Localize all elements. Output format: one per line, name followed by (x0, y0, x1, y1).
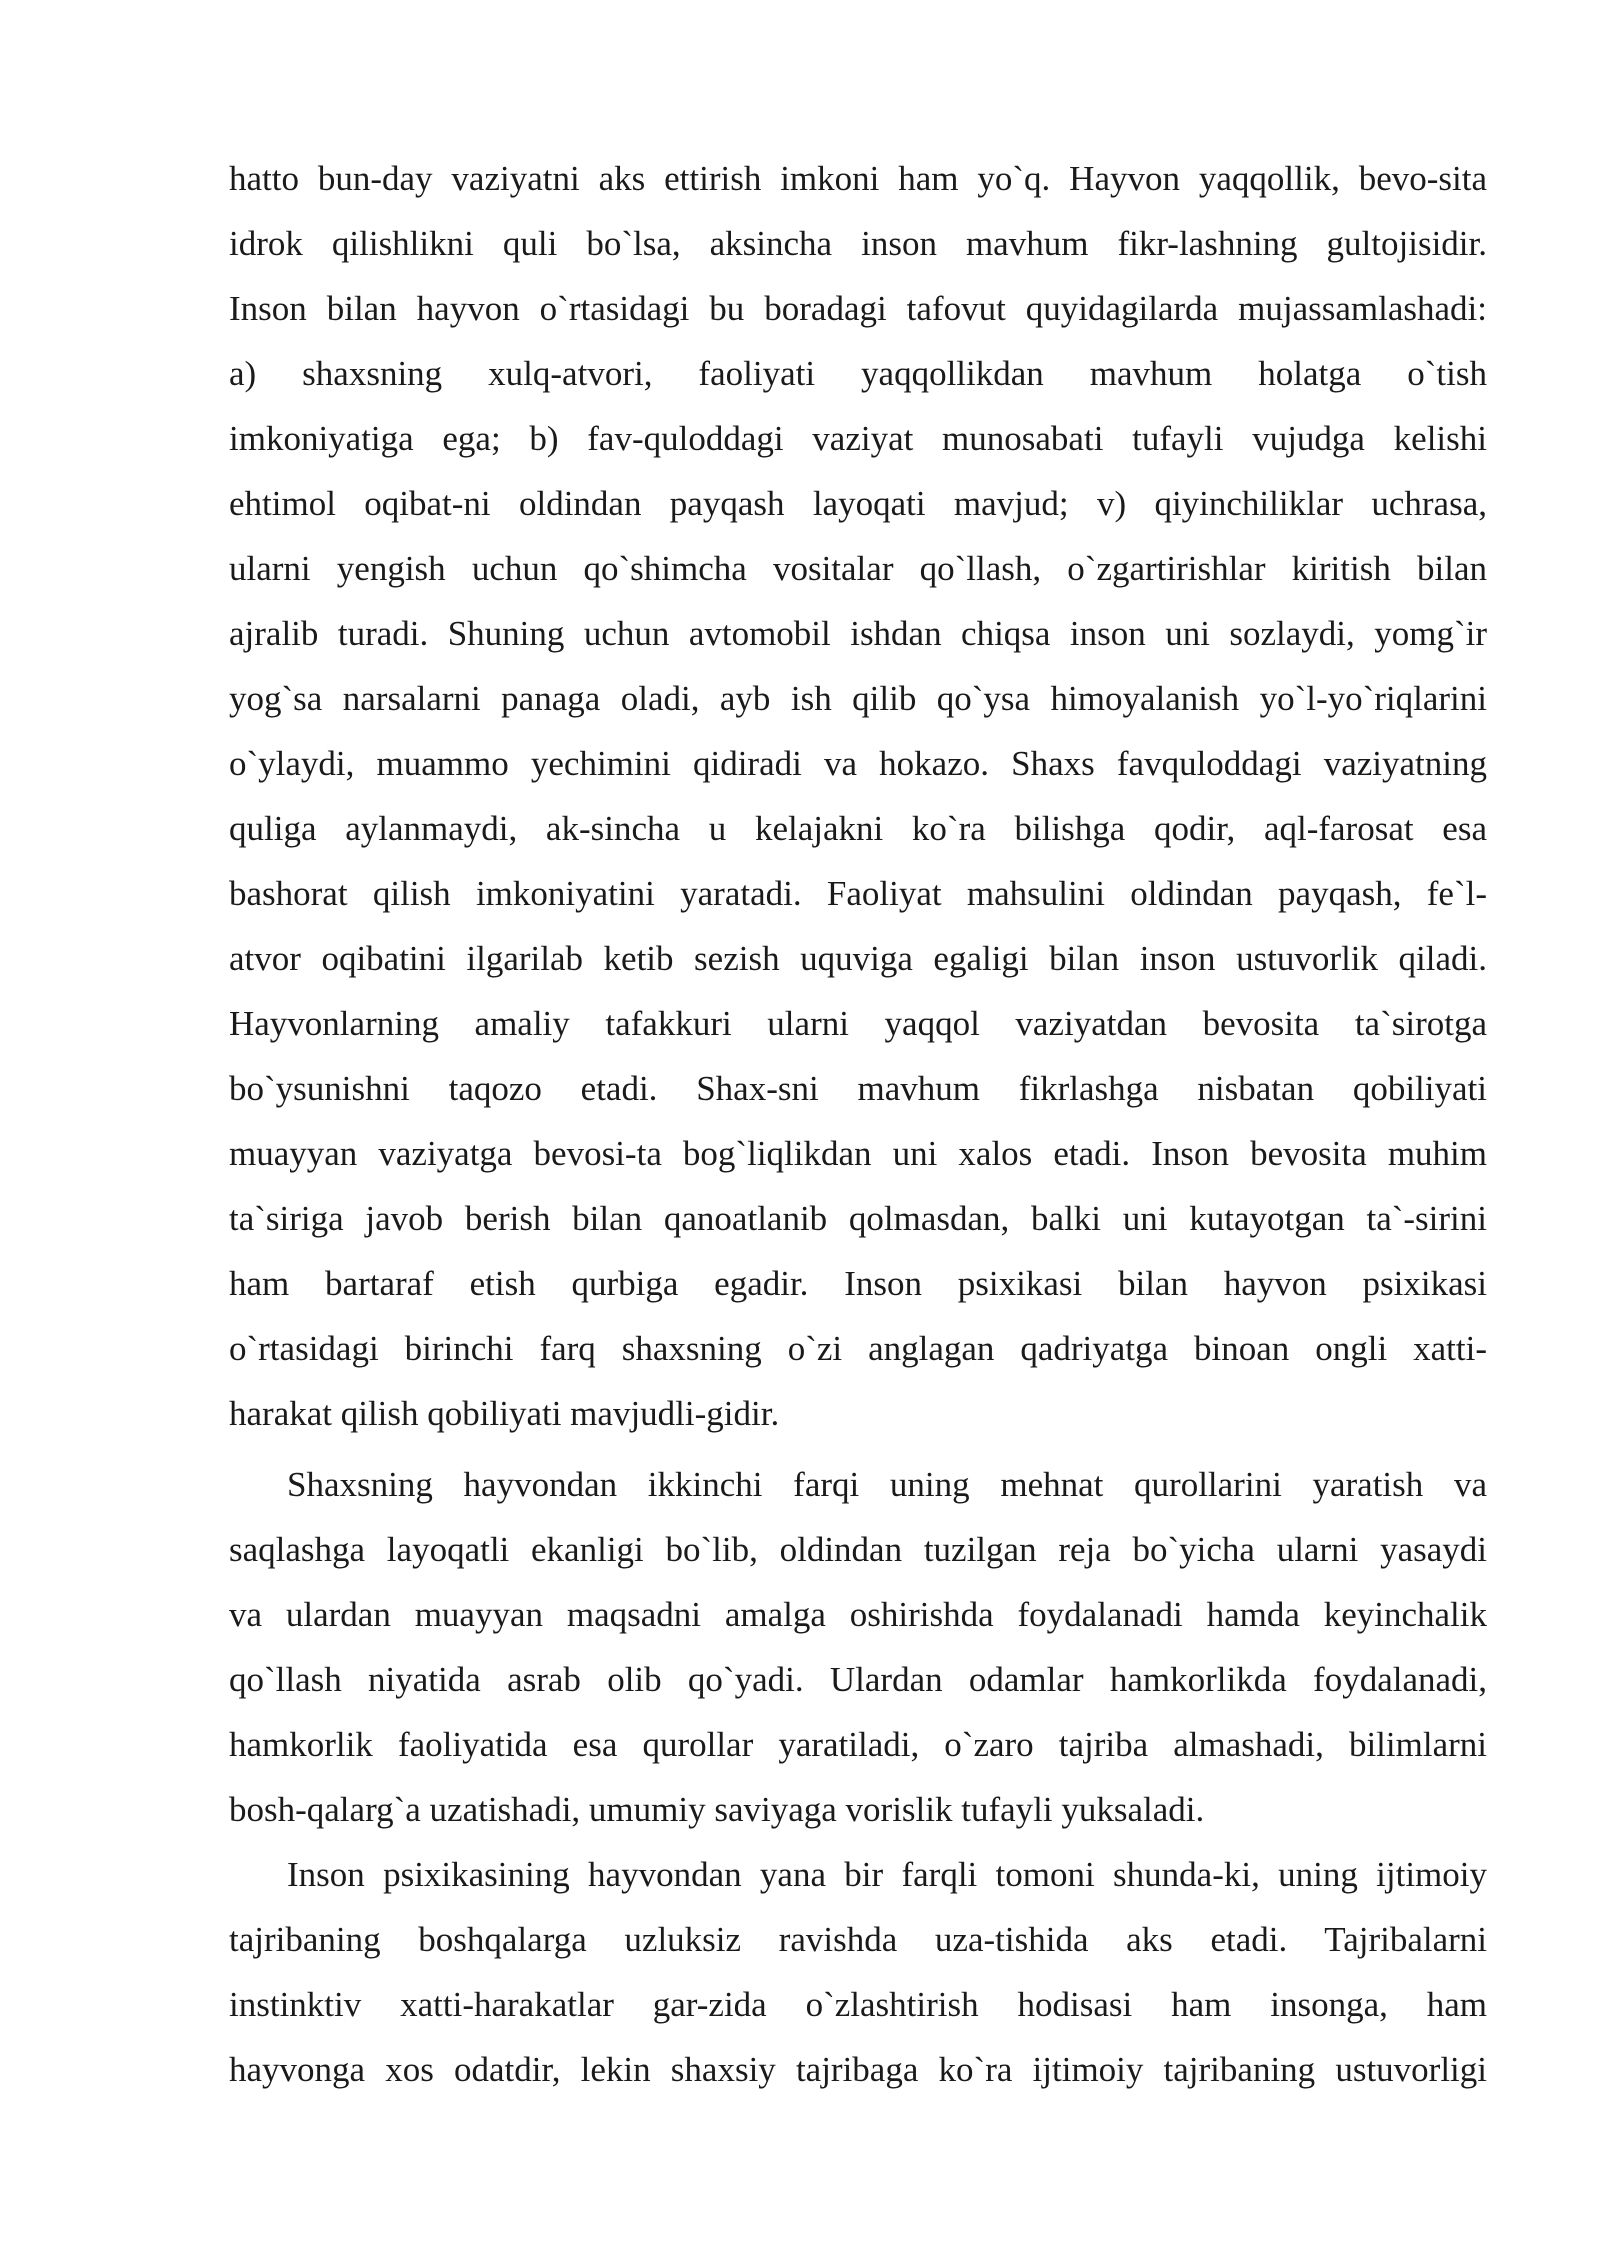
text-line: hatto bun-day vaziyatni aks ettirish imkoni ham yo`q. Hayvon yaqqollik, bevo-sita (229, 159, 1487, 198)
text-line: Hayvonlarning amaliy tafakkuri ularni yaqqol vaziyatdan bevosita ta`sirotga (229, 1004, 1487, 1043)
text-line: ularni yengish uchun qo`shimcha vositalar qo`llash, o`zgartirishlar kiritish bilan (229, 549, 1487, 588)
text-line: hayvonga xos odatdir, lekin shaxsiy tajribaga ko`ra ijtimoiy tajribaning ustuvorligi (229, 2050, 1487, 2089)
text-line: ta`siriga javob berish bilan qanoatlanib qolmasdan, balki uni kutayotgan ta`-sirini (229, 1199, 1487, 1238)
text-line: saqlashga layoqatli ekanligi bo`lib, oldindan tuzilgan reja bo`yicha ularni yasaydi (229, 1530, 1487, 1569)
text-line: Shaxsning hayvondan ikkinchi farqi uning mehnat qurollarini yaratish va (287, 1465, 1487, 1504)
paragraph-1 (229, 146, 1487, 1446)
paragraph-2 (229, 1452, 1487, 1842)
text-line: imkoniyatiga ega; b) fav-quloddagi vaziyat munosabati tufayli vujudga kelishi (229, 419, 1487, 458)
text-line: tajribaning boshqalarga uzluksiz ravishda uza-tishida aks etadi. Tajribalarni (229, 1920, 1487, 1959)
text-line: harakat qilish qobiliyati mavjudli-gidir. (229, 1394, 780, 1433)
text-line: bashorat qilish imkoniyatini yaratadi. Faoliyat mahsulini oldindan payqash, fe`l- (229, 874, 1487, 913)
text-line: ajralib turadi. Shuning uchun avtomobil ishdan chiqsa inson uni sozlaydi, yomg`ir (229, 614, 1487, 653)
text-line: va ulardan muayyan maqsadni amalga oshirishda foydalanadi hamda keyinchalik (229, 1595, 1487, 1634)
text-line: bosh-qalarg`a uzatishadi, umumiy saviyaga vorislik tufayli yuksaladi. (229, 1790, 1205, 1829)
text-line: quliga aylanmaydi, ak-sincha u kelajakni ko`ra bilishga qodir, aql-farosat esa (229, 809, 1487, 848)
text-line: bo`ysunishni taqozo etadi. Shax-sni mavhum fikrlashga nisbatan qobiliyati (229, 1069, 1487, 1108)
text-line: Inson psixikasining hayvondan yana bir farqli tomoni shunda-ki, uning ijtimoiy (287, 1855, 1487, 1894)
text-line: idrok qilishlikni quli bo`lsa, aksincha inson mavhum fikr-lashning gultojisidir. (229, 224, 1487, 263)
text-line: instinktiv xatti-harakatlar gar-zida o`zlashtirish hodisasi ham insonga, ham (229, 1985, 1487, 2024)
text-line: hamkorlik faoliyatida esa qurollar yaratiladi, o`zaro tajriba almashadi, bilimlarni (229, 1725, 1487, 1764)
text-line: o`ylaydi, muammo yechimini qidiradi va hokazo. Shaxs favquloddagi vaziyatning (229, 744, 1487, 783)
text-line: ehtimol oqibat-ni oldindan payqash layoqati mavjud; v) qiyinchiliklar uchrasa, (229, 484, 1487, 523)
text-line: Inson bilan hayvon o`rtasidagi bu boradagi tafovut quyidagilarda mujassamlashadi: (229, 289, 1487, 328)
text-line: o`rtasidagi birinchi farq shaxsning o`zi anglagan qadriyatga binoan ongli xatti- (229, 1329, 1487, 1368)
text-line: ham bartaraf etish qurbiga egadir. Inson psixikasi bilan hayvon psixikasi (229, 1264, 1487, 1303)
paragraph-3 (229, 1842, 1487, 2102)
text-line: muayyan vaziyatga bevosi-ta bog`liqlikdan uni xalos etadi. Inson bevosita muhim (229, 1134, 1487, 1173)
text-line: atvor oqibatini ilgarilab ketib sezish uquviga egaligi bilan inson ustuvorlik qiladi. (229, 939, 1487, 978)
text-line: yog`sa narsalarni panaga oladi, ayb ish qilib qo`ysa himoyalanish yo`l-yo`riqlarini (229, 679, 1487, 718)
text-line: a) shaxsning xulq-atvori, faoliyati yaqqollikdan mavhum holatga o`tish (229, 354, 1487, 393)
text-line: qo`llash niyatida asrab olib qo`yadi. Ulardan odamlar hamkorlikda foydalanadi, (229, 1660, 1487, 1699)
